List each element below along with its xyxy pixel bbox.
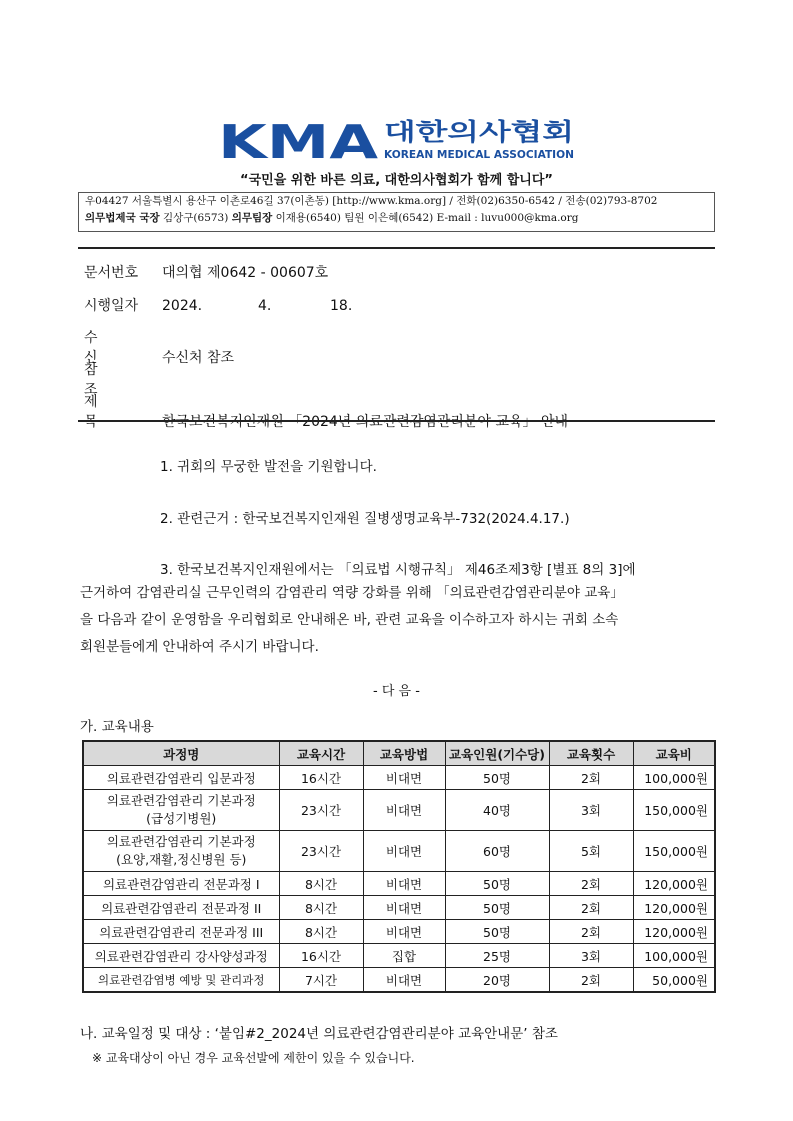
director-label: 의무법제국 국장	[85, 212, 160, 224]
note: ※ 교육대상이 아닌 경우 교육선발에 제한이 있을 수 있습니다.	[92, 1051, 415, 1065]
paragraph-3-line-2: 근거하여 감염관리실 근무인력의 감염관리 역량 강화를 위해 「의료관련감염관리분야 교육」	[80, 585, 624, 601]
divider-top	[78, 247, 715, 249]
subject: 한국보건복지인재원 「2024년 의료관련감염관리분야 교육」 안내	[162, 414, 569, 430]
times-cell: 2회	[549, 896, 633, 920]
course-line-2: (급성기병원)	[146, 811, 217, 826]
people-cell: 60명	[445, 831, 549, 872]
people-cell: 50명	[445, 896, 549, 920]
course-cell: 의료관련감염관리 전문과정 III	[83, 920, 279, 944]
date-row	[84, 295, 352, 315]
times-cell: 2회	[549, 872, 633, 896]
table-row	[83, 872, 715, 896]
director-value: 김상구(6573)	[159, 212, 232, 224]
method-cell: 비대면	[363, 968, 445, 993]
people-cell: 50명	[445, 872, 549, 896]
method-cell: 비대면	[363, 766, 445, 790]
method-cell: 집합	[363, 944, 445, 968]
contact-line-2	[85, 210, 714, 227]
paragraph-3-line-4: 회원분들에게 안내하여 주시기 바랍니다.	[80, 639, 319, 655]
fee-cell: 100,000원	[633, 944, 715, 968]
col-times: 교육횟수	[549, 741, 633, 766]
paragraph-3-line-1: 3. 한국보건복지인재원에서는 「의료법 시행규칙」 제46조제3항 [별표 8의 3]에	[160, 562, 636, 578]
times-cell: 2회	[549, 968, 633, 993]
people-cell: 50명	[445, 766, 549, 790]
table-row	[83, 944, 715, 968]
method-cell: 비대면	[363, 920, 445, 944]
section-b: 나. 교육일정 및 대상 : ‘붙임#2_2024년 의료관련감염관리분야 교육안내문’ 참조	[80, 1026, 558, 1042]
fee-cell: 120,000원	[633, 920, 715, 944]
course-cell	[83, 790, 279, 831]
fee-cell: 100,000원	[633, 766, 715, 790]
education-table	[82, 740, 716, 993]
times-cell: 3회	[549, 944, 633, 968]
course-line-1: 의료관련감염관리 기본과정	[106, 834, 256, 849]
table-row	[83, 896, 715, 920]
dagum: - 다 음 -	[373, 684, 420, 699]
fee-cell: 50,000원	[633, 968, 715, 993]
people-cell: 40명	[445, 790, 549, 831]
hours-cell: 16시간	[279, 944, 363, 968]
method-cell: 비대면	[363, 896, 445, 920]
hours-cell: 23시간	[279, 831, 363, 872]
org-name-ko: 대한의사협회	[384, 118, 574, 146]
fee-cell: 150,000원	[633, 831, 715, 872]
col-fee: 교육비	[633, 741, 715, 766]
method-cell: 비대면	[363, 790, 445, 831]
hours-cell: 8시간	[279, 872, 363, 896]
slogan: “국민을 위한 바른 의료, 대한의사협회가 함께 합니다”	[240, 173, 553, 188]
table-row	[83, 790, 715, 831]
fee-cell: 120,000원	[633, 896, 715, 920]
table-row	[83, 831, 715, 872]
date-month: 4.	[258, 298, 272, 314]
course-line-2: (요양,재활,정신병원 등)	[116, 852, 247, 867]
team-lead-label: 의무팀장	[231, 212, 273, 224]
course-cell: 의료관련감염관리 강사양성과정	[83, 944, 279, 968]
times-cell: 2회	[549, 920, 633, 944]
course-cell	[83, 831, 279, 872]
date-label: 시행일자	[84, 298, 139, 314]
fee-cell: 120,000원	[633, 872, 715, 896]
date-day: 18.	[330, 298, 353, 314]
date-year: 2024.	[162, 298, 203, 314]
people-cell: 20명	[445, 968, 549, 993]
paragraph-2: 2. 관련근거 : 한국보건복지인재원 질병생명교육부-732(2024.4.17.)	[160, 511, 570, 527]
table-header-row	[83, 741, 715, 766]
logo-mark: KMA	[218, 118, 379, 162]
course-line-1: 의료관련감염관리 기본과정	[106, 793, 256, 808]
subject-row	[84, 391, 568, 431]
recipient: 수신처 참조	[162, 350, 235, 366]
org-name-en: KOREAN MEDICAL ASSOCIATION	[384, 148, 574, 161]
course-cell: 의료관련감염관리 전문과정 II	[83, 896, 279, 920]
col-hours: 교육시간	[279, 741, 363, 766]
paragraph-3-line-3: 을 다음과 같이 운영함을 우리협회로 안내해온 바, 관련 교육을 이수하고자 하시는 귀회 소속	[80, 612, 619, 628]
hours-cell: 7시간	[279, 968, 363, 993]
people-cell: 50명	[445, 920, 549, 944]
hours-cell: 23시간	[279, 790, 363, 831]
doc-number: 대의협 제0642 - 00607호	[162, 265, 329, 281]
subject-label: 제 목	[84, 394, 128, 430]
hours-cell: 8시간	[279, 896, 363, 920]
doc-number-row	[84, 262, 328, 282]
reference-label: 참 조	[84, 362, 128, 398]
paragraph-1: 1. 귀회의 무궁한 발전을 기원합니다.	[160, 459, 377, 475]
recipient-label: 수 신	[84, 330, 128, 366]
method-cell: 비대면	[363, 831, 445, 872]
course-cell: 의료관련감염병 예방 및 관리과정	[83, 968, 279, 993]
col-people: 교육인원(기수당)	[445, 741, 549, 766]
course-cell: 의료관련감염관리 입문과정	[83, 766, 279, 790]
team-value: 이재용(6540) 팀원 이은혜(6542) E-mail : luvu000@kma.org	[272, 212, 579, 224]
times-cell: 5회	[549, 831, 633, 872]
section-a-title: 가. 교육내용	[80, 719, 154, 735]
course-cell: 의료관련감염관리 전문과정 I	[83, 872, 279, 896]
times-cell: 2회	[549, 766, 633, 790]
table-row	[83, 920, 715, 944]
doc-number-label: 문서번호	[84, 265, 139, 281]
col-course: 과정명	[83, 741, 279, 766]
table-row	[83, 968, 715, 993]
hours-cell: 16시간	[279, 766, 363, 790]
kma-logo	[218, 118, 578, 162]
hours-cell: 8시간	[279, 920, 363, 944]
col-method: 교육방법	[363, 741, 445, 766]
table-row	[83, 766, 715, 790]
people-cell: 25명	[445, 944, 549, 968]
times-cell: 3회	[549, 790, 633, 831]
method-cell: 비대면	[363, 872, 445, 896]
fee-cell: 150,000원	[633, 790, 715, 831]
contact-line-1: 우04427 서울특별시 용산구 이촌로46길 37(이촌동) [http://www.kma.org] / 전화(02)6350-6542 / 전송(02)793-8702	[85, 195, 658, 207]
contact-box	[78, 192, 715, 232]
divider-mid	[78, 420, 715, 422]
